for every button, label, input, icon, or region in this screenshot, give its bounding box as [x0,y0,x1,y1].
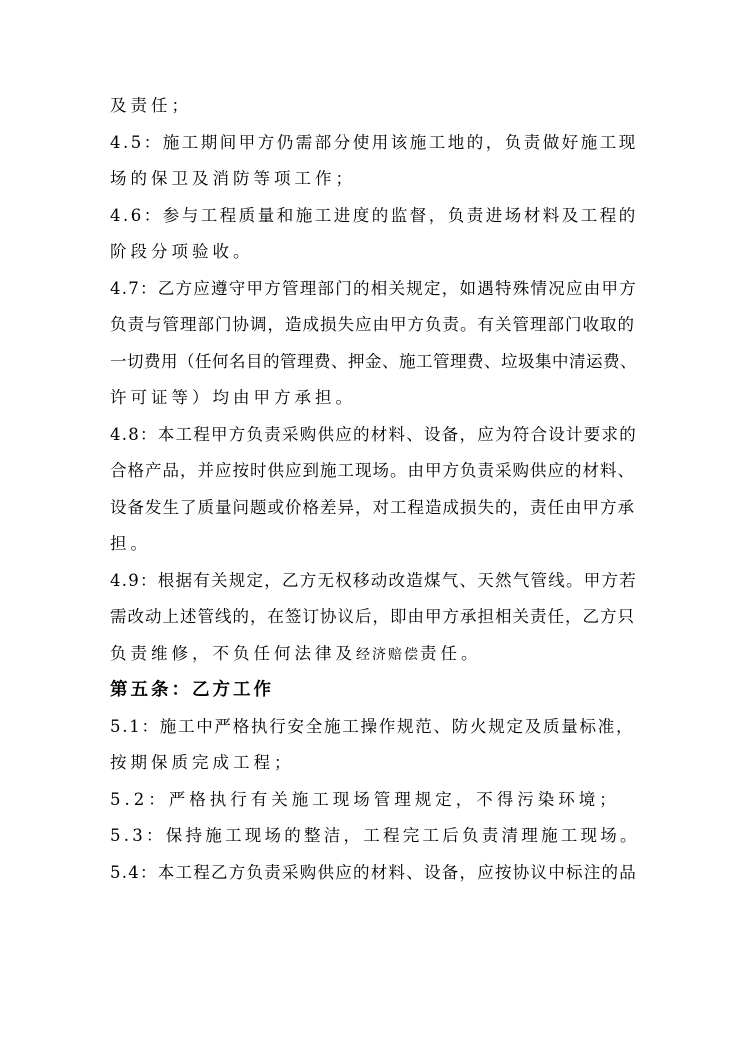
text-line: 及责任； [110,96,192,115]
text-segment-small: 经济赔偿 [356,646,420,663]
text-line: 4.8：本工程甲方负责采购供应的材料、设备，应为符合设计要求的 [110,424,637,444]
text-line: 5.4：本工程乙方负责采购供应的材料、设备，应按协议中标注的品 [110,862,637,882]
text-line: 4.7：乙方应遵守甲方管理部门的相关规定，如遇特殊情况应由甲方 [110,278,637,298]
text-line: 5.2：严格执行有关施工现场管理规定，不得污染环境； [110,789,620,809]
text-line: 5.1：施工中严格执行安全施工操作规范、防火规定及质量标准， [110,716,635,736]
text-line: 按期保质完成工程； [110,753,295,772]
text-line: 4.9：根据有关规定，乙方无权移动改造煤气、天然气管线。甲方若 [110,570,637,590]
text-line: 合格产品，并应按时供应到施工现场。由甲方负责采购供应的材料、 [110,461,635,480]
text-line: 负责与管理部门协调，造成损失应由甲方负责。有关管理部门收取的 [110,315,635,334]
text-line-mixed [110,636,640,673]
text-line: 场的保卫及消防等项工作； [110,169,356,188]
text-segment: 负责维修，不负任何法律及 [110,643,356,663]
section-heading: 第五条：乙方工作 [110,680,274,700]
text-line: 许可证等）均由甲方承担。 [110,388,356,407]
text-line: 担。 [110,534,151,553]
text-line: 5.3：保持施工现场的整洁，工程完工后负责清理施工现场。 [110,826,640,845]
text-line: 设备发生了质量问题或价格差异，对工程造成损失的，责任由甲方承 [110,497,635,517]
text-line: 4.6：参与工程质量和施工进度的监督，负责进场材料及工程的 [110,205,638,225]
text-line: 阶段分项验收。 [110,242,254,261]
text-line: 需改动上述管线的，在签订协议后，即由甲方承担相关责任，乙方只 [110,607,635,626]
document-body [110,88,640,891]
text-line: 一切费用（任何名目的管理费、押金、施工管理费、垃圾集中清运费、 [110,351,637,371]
text-segment: 责任。 [420,643,482,663]
text-line: 4.5：施工期间甲方仍需部分使用该施工地的，负责做好施工现 [110,132,638,152]
